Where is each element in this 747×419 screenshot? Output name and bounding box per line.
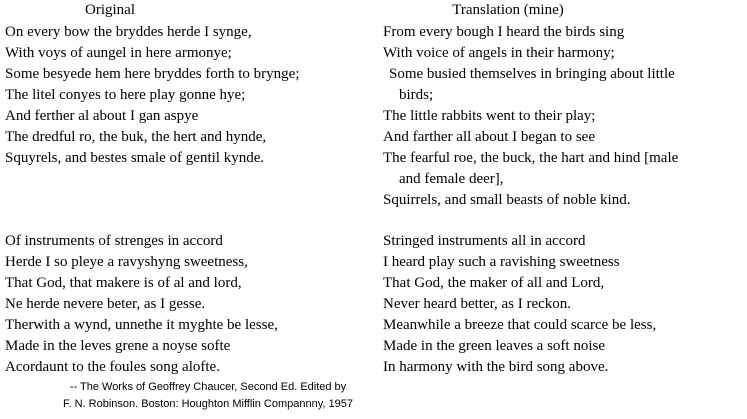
poem-line: Squirrels, and small beasts of noble kind. — [383, 192, 631, 208]
translation-stanza-1 — [383, 22, 745, 211]
poem-line: Some busied themselves in bringing about little — [389, 66, 675, 82]
poem-line: On every bow the bryddes herde I synge, — [5, 24, 252, 40]
original-heading: Original — [85, 2, 135, 18]
citation-line: F. N. Robinson. Boston: Houghton Mifflin Compannny, 1957 — [62, 398, 354, 410]
original-stanza-1 — [5, 22, 375, 169]
poem-line: Ne herde nevere beter, as I gesse. — [5, 296, 206, 312]
stanza-gap — [5, 169, 375, 231]
citation — [48, 379, 368, 413]
translation-heading: Translation (mine) — [452, 2, 564, 18]
poem-line: With voys of aungel in here armonye; — [5, 45, 232, 61]
stanza-gap — [383, 211, 745, 231]
poem-line: Acordaunt to the foules song alofte. — [5, 359, 220, 375]
translation-column — [383, 0, 745, 378]
poem-line-continuation: and female deer], — [399, 171, 504, 187]
poem-line: Squyrels, and bestes smale of gentil kynde. — [5, 150, 265, 166]
poem-line: Made in the leves grene a noyse softe — [5, 338, 231, 354]
poem-line-continuation: birds; — [399, 87, 434, 103]
poem-line: And ferther al about I gan aspye — [5, 108, 199, 124]
poem-line: Of instruments of strenges in accord — [5, 233, 223, 249]
poem-line: Herde I so pleye a ravyshyng sweetness, — [5, 254, 248, 270]
poem-line: In harmony with the bird song above. — [383, 359, 609, 375]
poem-line: From every bough I heard the birds sing — [383, 24, 625, 40]
poem-line: That God, the maker of all and Lord, — [383, 275, 605, 291]
original-column — [5, 0, 375, 378]
poem-line: Stringed instruments all in accord — [383, 233, 586, 249]
original-stanza-2 — [5, 231, 375, 378]
poem-line: The litel conyes to here play gonne hye; — [5, 87, 246, 103]
poem-line: Meanwhile a breeze that could scarce be less, — [383, 317, 657, 333]
poem-line: And farther all about I began to see — [383, 129, 595, 145]
poem-line: The little rabbits went to their play; — [383, 108, 596, 124]
poem-line: With voice of angels in their harmony; — [383, 45, 615, 61]
poem-line: The dredful ro, the buk, the hert and hynde, — [5, 129, 267, 145]
poem-line: Never heard better, as I reckon. — [383, 296, 572, 312]
poem-line: That God, that makere is of al and lord, — [5, 275, 242, 291]
poem-line: Therwith a wynd, unnethe it myghte be lesse, — [5, 317, 278, 333]
poem-line: Made in the green leaves a soft noise — [383, 338, 606, 354]
citation-line: -- The Works of Geoffrey Chaucer, Second Ed. Edited by — [69, 381, 347, 393]
poem-line: The fearful roe, the buck, the hart and hind [male — [383, 150, 679, 166]
poem-line: Some besyede hem here bryddes forth to brynge; — [5, 66, 300, 82]
poem-line: I heard play such a ravishing sweetness — [383, 254, 620, 270]
translation-stanza-2 — [383, 231, 745, 378]
